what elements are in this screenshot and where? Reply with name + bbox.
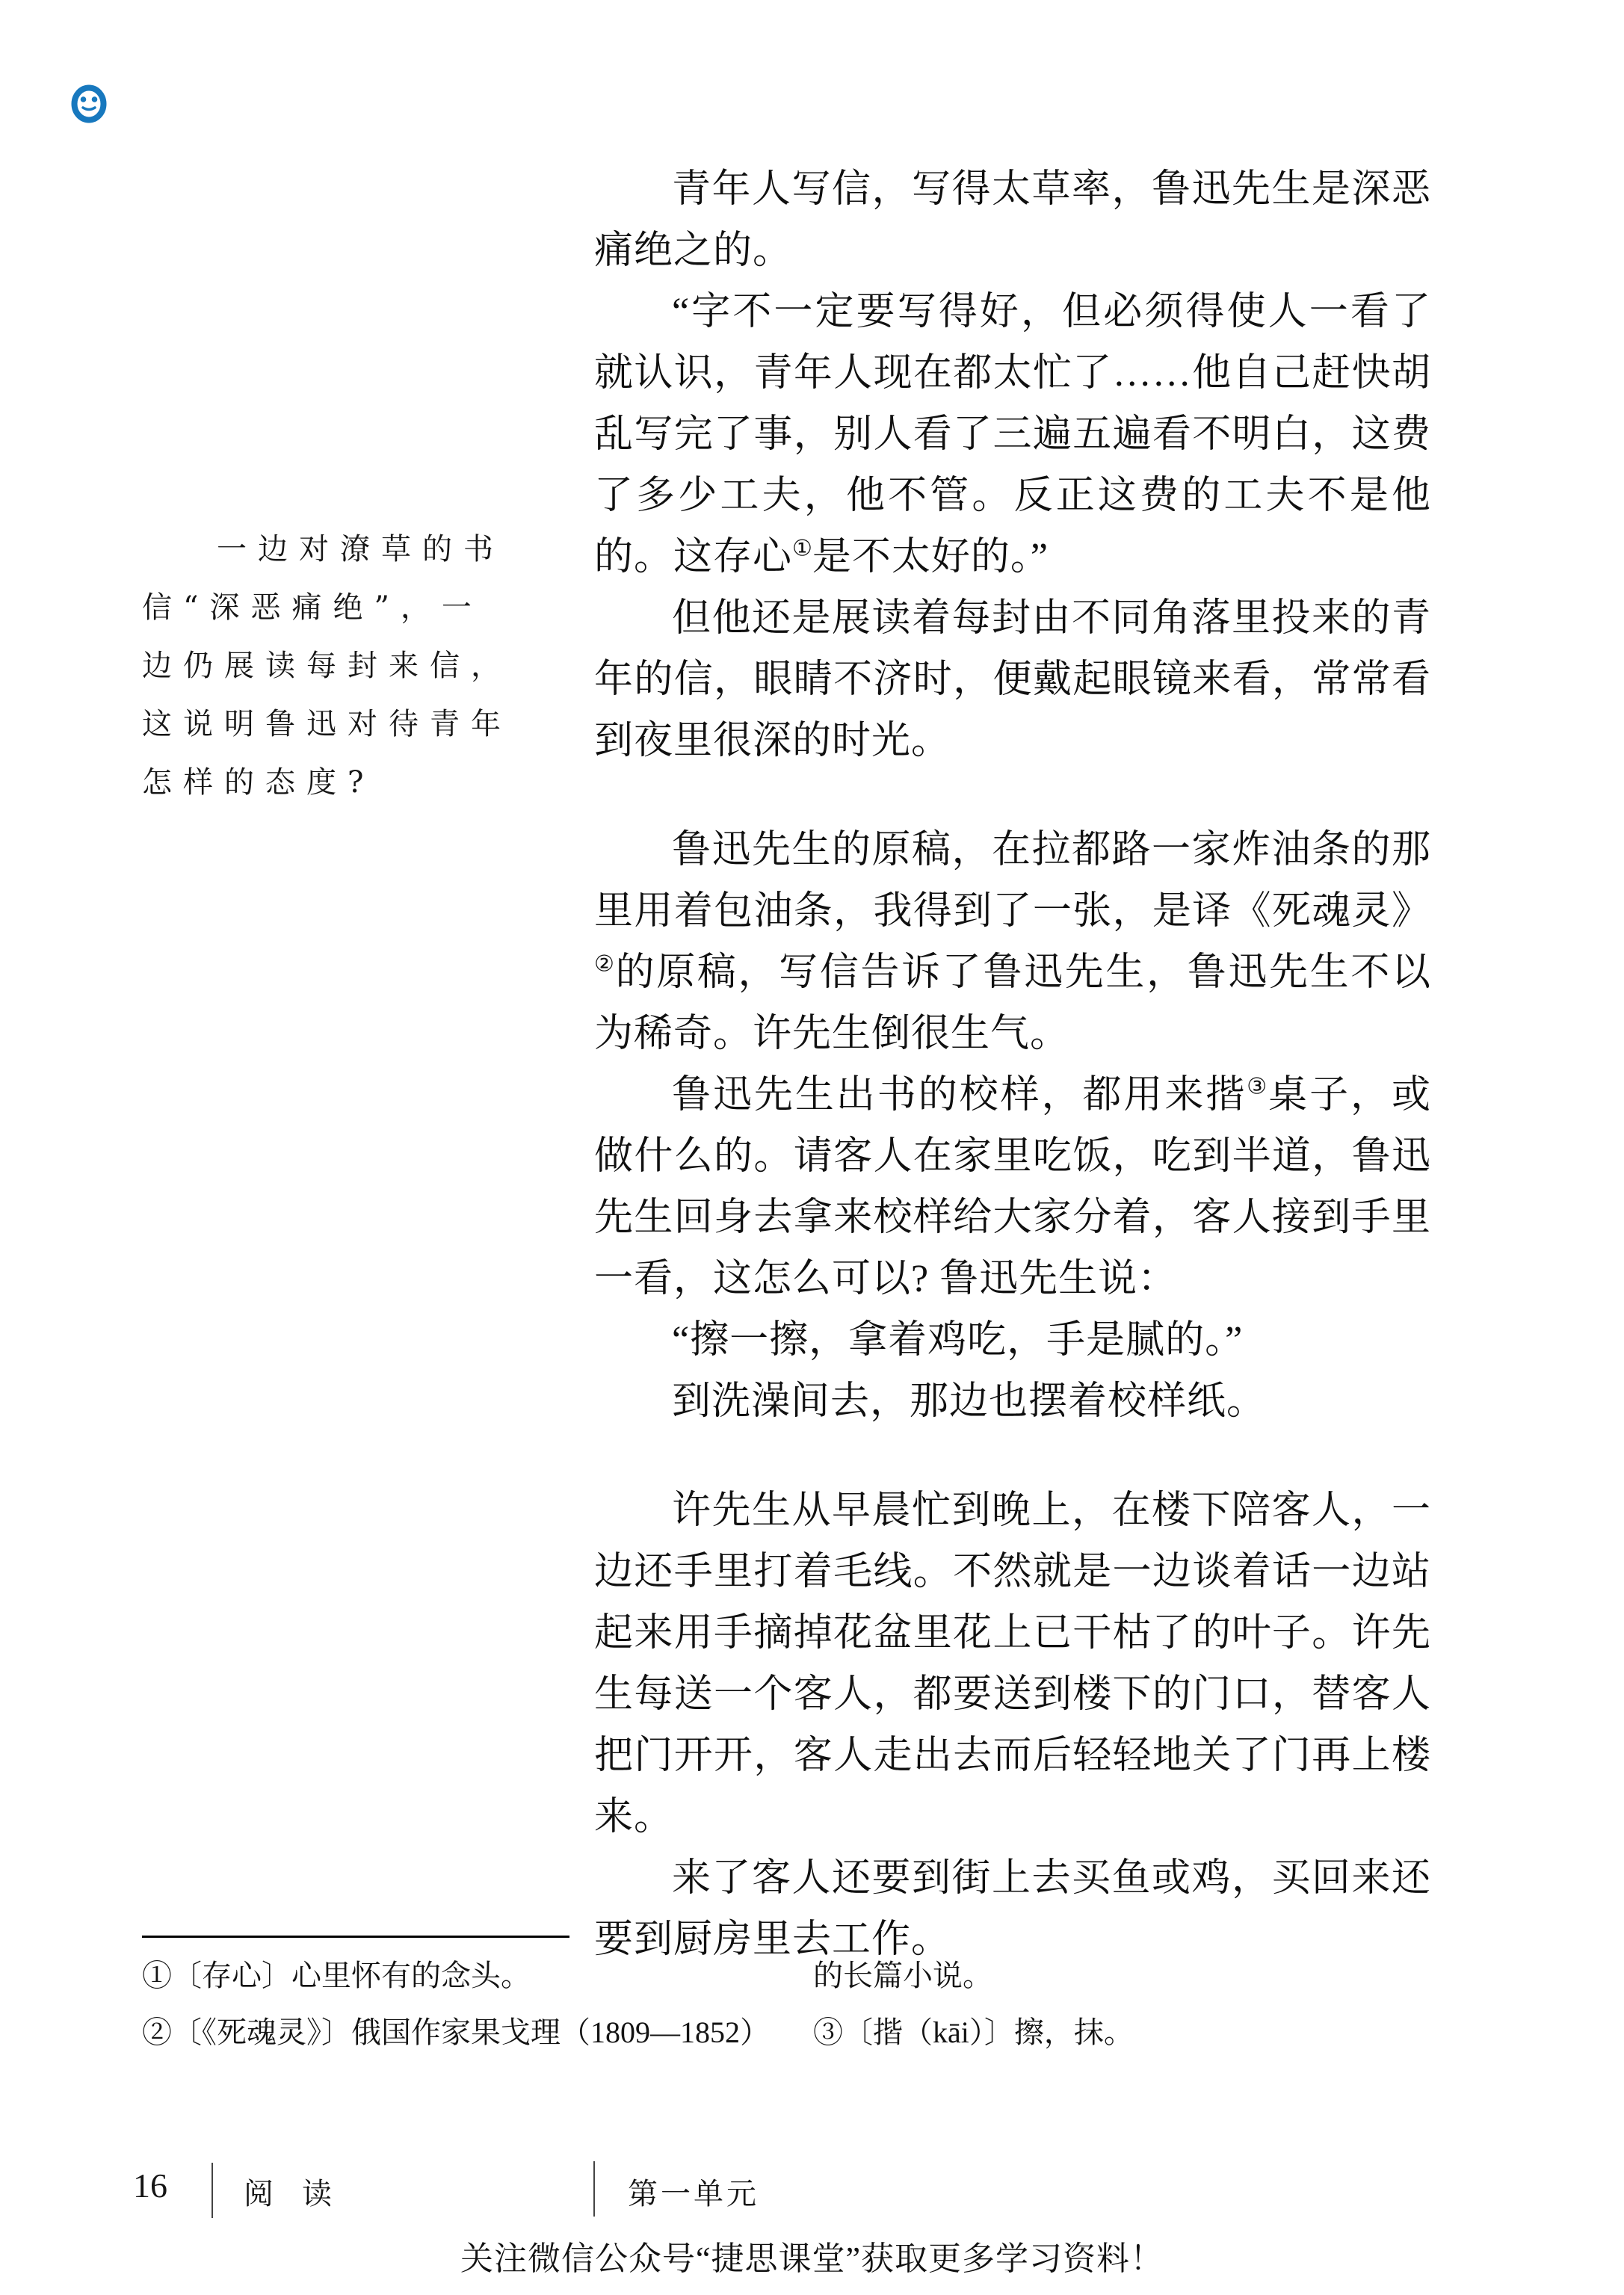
margin-note-line: 信“深恶痛绝”，一	[142, 590, 483, 625]
footer-divider-bar	[593, 2161, 595, 2217]
footnote-column-right	[813, 1947, 1336, 2061]
footnote-divider	[142, 1936, 569, 1938]
margin-note-line: 边仍展读每封来信，	[142, 649, 512, 683]
main-text-column	[594, 159, 1431, 1971]
footnote-item: ①〔存心〕心里怀有的念头。	[142, 1959, 531, 1992]
footnote-column-left	[142, 1947, 815, 2061]
margin-note	[142, 520, 525, 812]
footnote-marker: ②	[594, 951, 616, 977]
footnote-item: ②〔《死魂灵》〕俄国作家果戈理（1809—1852）	[142, 2016, 770, 2049]
page-number: 16	[133, 2166, 167, 2205]
footer-divider-bar	[212, 2163, 213, 2218]
paragraph: 到洗澡间去，那边也摆着校样纸。	[672, 1380, 1267, 1423]
promo-line: 关注微信公众号“捷思课堂”获取更多学习资料！	[460, 2240, 1164, 2277]
margin-note-line: 这说明鲁迅对待青年	[142, 707, 512, 741]
smiley-face-svg	[71, 84, 107, 123]
smiley-face-icon	[71, 84, 107, 123]
footer-section-reading: 阅 读	[244, 2177, 342, 2211]
margin-note-line: 一边对潦草的书	[217, 532, 504, 566]
paragraph: “擦一擦，拿着鸡吃，手是腻的。”	[672, 1319, 1244, 1362]
footnote-marker: ①	[792, 536, 812, 561]
paragraph: 许先生从早晨忙到晚上，在楼下陪客人，一边还手里打着毛线。不然就是一边谈着话一边站起来用手摘掉花盆里花上已干枯了的叶子。许先生每送一个客人，都要送到楼下的门口，替客人把门开开，客人走出去而后轻轻地关了门再上楼来。	[594, 1489, 1431, 1838]
paragraph: 鲁迅先生出书的校样，都用来揩③桌子，或做什么的。请客人在家里吃饭，吃到半道，鲁迅先生回身去拿来校样给大家分着，客人接到手里一看，这怎么可以? 鲁迅先生说：	[594, 1074, 1431, 1300]
page-footer	[0, 2160, 1624, 2227]
footnote-item: 的长篇小说。	[813, 1959, 992, 1992]
paragraph: 来了客人还要到街上去买鱼或鸡，买回来还要到厨房里去工作。	[594, 1857, 1431, 1961]
paragraph: “字不一定要写得好，但必须得使人一看了就认识，青年人现在都太忙了……他自己赶快胡乱写完了事，别人看了三遍五遍看不明白，这费了多少工夫，他不管。反正这费的工夫不是他的。这存心①是不太好的。”	[594, 291, 1431, 578]
paragraph: 青年人写信，写得太草率，鲁迅先生是深恶痛绝之的。	[594, 168, 1431, 272]
paragraph: 鲁迅先生的原稿，在拉都路一家炸油条的那里用着包油条，我得到了一张，是译《死魂灵》②的原稿，写信告诉了鲁迅先生，鲁迅先生不以为稀奇。许先生倒很生气。	[594, 829, 1431, 1055]
footnote-item: ③〔揩（kāi）〕擦，抹。	[813, 2016, 1134, 2049]
footer-unit-label: 第一单元	[628, 2177, 759, 2211]
margin-note-line: 怎样的态度?	[142, 765, 375, 800]
footnote-marker: ③	[1247, 1074, 1269, 1099]
paragraph: 但他还是展读着每封由不同角落里投来的青年的信，眼睛不济时，便戴起眼镜来看，常常看到夜里很深的时光。	[594, 597, 1431, 762]
